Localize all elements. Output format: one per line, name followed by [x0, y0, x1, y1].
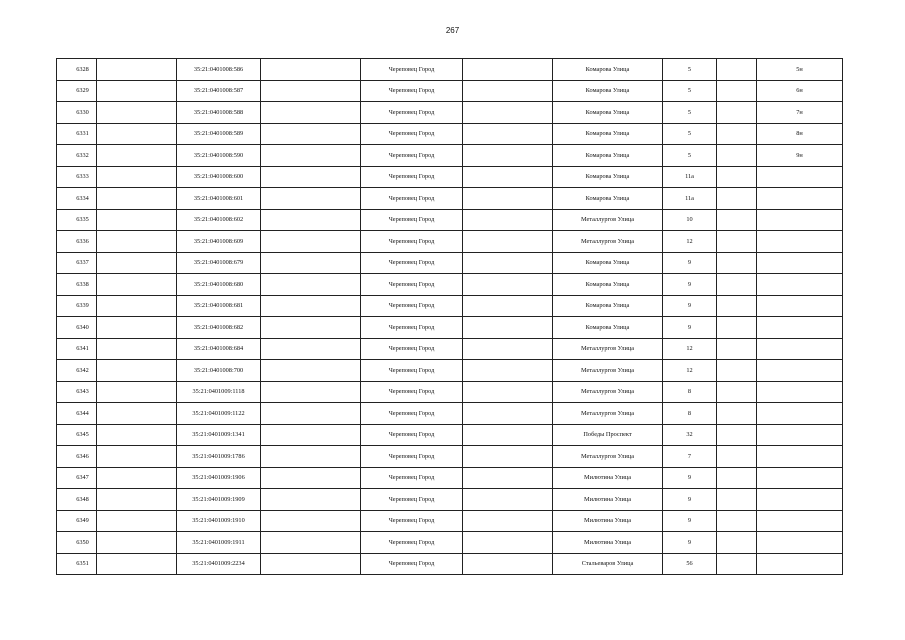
- premises-number-cell: [757, 424, 843, 446]
- table-row: [57, 553, 843, 575]
- empty-cell: [717, 102, 757, 124]
- street-cell: Комарова Улица: [553, 59, 663, 81]
- table-row: [57, 403, 843, 425]
- empty-cell: [463, 123, 553, 145]
- premises-number-cell: 9н: [757, 145, 843, 167]
- empty-cell: [717, 274, 757, 296]
- empty-cell: [97, 532, 177, 554]
- house-number-cell: 7: [663, 446, 717, 468]
- empty-cell: [463, 532, 553, 554]
- empty-cell: [261, 381, 361, 403]
- cadastral-number-cell: 35:21:0401008:588: [177, 102, 261, 124]
- city-cell: Череповец Город: [361, 381, 463, 403]
- street-cell: Комарова Улица: [553, 295, 663, 317]
- empty-cell: [717, 295, 757, 317]
- house-number-cell: 9: [663, 510, 717, 532]
- table-row: [57, 231, 843, 253]
- city-cell: Череповец Город: [361, 80, 463, 102]
- table-row: [57, 274, 843, 296]
- table-row: [57, 467, 843, 489]
- cadastral-number-cell: 35:21:0401009:1122: [177, 403, 261, 425]
- row-number-cell: 6342: [57, 360, 97, 382]
- empty-cell: [97, 295, 177, 317]
- row-number-cell: 6332: [57, 145, 97, 167]
- cadastral-number-cell: 35:21:0401008:601: [177, 188, 261, 210]
- empty-cell: [97, 381, 177, 403]
- empty-cell: [261, 80, 361, 102]
- empty-cell: [261, 317, 361, 339]
- empty-cell: [261, 424, 361, 446]
- empty-cell: [261, 467, 361, 489]
- house-number-cell: 12: [663, 360, 717, 382]
- row-number-cell: 6336: [57, 231, 97, 253]
- house-number-cell: 9: [663, 252, 717, 274]
- table-row: [57, 446, 843, 468]
- empty-cell: [261, 166, 361, 188]
- empty-cell: [97, 338, 177, 360]
- empty-cell: [717, 188, 757, 210]
- cadastral-number-cell: 35:21:0401009:1786: [177, 446, 261, 468]
- empty-cell: [463, 317, 553, 339]
- city-cell: Череповец Город: [361, 360, 463, 382]
- premises-number-cell: [757, 295, 843, 317]
- cadastral-number-cell: 35:21:0401008:680: [177, 274, 261, 296]
- empty-cell: [463, 166, 553, 188]
- empty-cell: [717, 317, 757, 339]
- empty-cell: [463, 80, 553, 102]
- empty-cell: [97, 360, 177, 382]
- table-row: [57, 360, 843, 382]
- row-number-cell: 6349: [57, 510, 97, 532]
- house-number-cell: 9: [663, 317, 717, 339]
- empty-cell: [717, 467, 757, 489]
- empty-cell: [717, 510, 757, 532]
- city-cell: Череповец Город: [361, 338, 463, 360]
- row-number-cell: 6328: [57, 59, 97, 81]
- house-number-cell: 11а: [663, 166, 717, 188]
- street-cell: Милютина Улица: [553, 510, 663, 532]
- house-number-cell: 5: [663, 123, 717, 145]
- premises-number-cell: 8н: [757, 123, 843, 145]
- cadastral-number-cell: 35:21:0401009:1910: [177, 510, 261, 532]
- empty-cell: [261, 553, 361, 575]
- house-number-cell: 9: [663, 467, 717, 489]
- empty-cell: [463, 553, 553, 575]
- row-number-cell: 6335: [57, 209, 97, 231]
- empty-cell: [463, 252, 553, 274]
- empty-cell: [97, 80, 177, 102]
- city-cell: Череповец Город: [361, 553, 463, 575]
- premises-number-cell: 5н: [757, 59, 843, 81]
- premises-number-cell: [757, 467, 843, 489]
- empty-cell: [261, 532, 361, 554]
- cadastral-number-cell: 35:21:0401009:1909: [177, 489, 261, 511]
- row-number-cell: 6338: [57, 274, 97, 296]
- street-cell: Победы Проспект: [553, 424, 663, 446]
- city-cell: Череповец Город: [361, 424, 463, 446]
- house-number-cell: 5: [663, 145, 717, 167]
- cadastral-number-cell: 35:21:0401008:586: [177, 59, 261, 81]
- street-cell: Комарова Улица: [553, 123, 663, 145]
- empty-cell: [717, 424, 757, 446]
- street-cell: Металлургов Улица: [553, 231, 663, 253]
- empty-cell: [717, 446, 757, 468]
- row-number-cell: 6331: [57, 123, 97, 145]
- empty-cell: [463, 360, 553, 382]
- table-row: [57, 102, 843, 124]
- premises-number-cell: [757, 317, 843, 339]
- row-number-cell: 6346: [57, 446, 97, 468]
- premises-number-cell: [757, 360, 843, 382]
- house-number-cell: 11а: [663, 188, 717, 210]
- empty-cell: [717, 252, 757, 274]
- house-number-cell: 12: [663, 231, 717, 253]
- house-number-cell: 9: [663, 489, 717, 511]
- row-number-cell: 6351: [57, 553, 97, 575]
- row-number-cell: 6330: [57, 102, 97, 124]
- house-number-cell: 9: [663, 295, 717, 317]
- empty-cell: [463, 446, 553, 468]
- empty-cell: [717, 80, 757, 102]
- city-cell: Череповец Город: [361, 231, 463, 253]
- cadastral-number-cell: 35:21:0401008:681: [177, 295, 261, 317]
- empty-cell: [97, 252, 177, 274]
- row-number-cell: 6341: [57, 338, 97, 360]
- empty-cell: [97, 166, 177, 188]
- street-cell: Комарова Улица: [553, 252, 663, 274]
- row-number-cell: 6343: [57, 381, 97, 403]
- empty-cell: [717, 553, 757, 575]
- empty-cell: [463, 274, 553, 296]
- empty-cell: [463, 59, 553, 81]
- empty-cell: [97, 59, 177, 81]
- house-number-cell: 5: [663, 59, 717, 81]
- premises-number-cell: [757, 403, 843, 425]
- city-cell: Череповец Город: [361, 59, 463, 81]
- empty-cell: [261, 102, 361, 124]
- empty-cell: [717, 381, 757, 403]
- street-cell: Комарова Улица: [553, 80, 663, 102]
- city-cell: Череповец Город: [361, 489, 463, 511]
- street-cell: Комарова Улица: [553, 188, 663, 210]
- row-number-cell: 6337: [57, 252, 97, 274]
- cadastral-number-cell: 35:21:0401008:589: [177, 123, 261, 145]
- empty-cell: [717, 59, 757, 81]
- empty-cell: [463, 381, 553, 403]
- table-row: [57, 188, 843, 210]
- empty-cell: [717, 166, 757, 188]
- city-cell: Череповец Город: [361, 403, 463, 425]
- table-row: [57, 424, 843, 446]
- street-cell: Металлургов Улица: [553, 338, 663, 360]
- premises-number-cell: [757, 231, 843, 253]
- empty-cell: [717, 403, 757, 425]
- table-row: [57, 209, 843, 231]
- empty-cell: [717, 123, 757, 145]
- table-row: [57, 145, 843, 167]
- house-number-cell: 8: [663, 403, 717, 425]
- city-cell: Череповец Город: [361, 188, 463, 210]
- house-number-cell: 12: [663, 338, 717, 360]
- page-number: 267: [445, 26, 460, 35]
- empty-cell: [463, 510, 553, 532]
- city-cell: Череповец Город: [361, 532, 463, 554]
- empty-cell: [97, 188, 177, 210]
- premises-number-cell: 7н: [757, 102, 843, 124]
- street-cell: Комарова Улица: [553, 317, 663, 339]
- empty-cell: [261, 360, 361, 382]
- city-cell: Череповец Город: [361, 166, 463, 188]
- premises-number-cell: [757, 188, 843, 210]
- street-cell: Металлургов Улица: [553, 209, 663, 231]
- premises-number-cell: [757, 274, 843, 296]
- city-cell: Череповец Город: [361, 317, 463, 339]
- empty-cell: [463, 188, 553, 210]
- premises-number-cell: [757, 252, 843, 274]
- row-number-cell: 6347: [57, 467, 97, 489]
- row-number-cell: 6344: [57, 403, 97, 425]
- empty-cell: [717, 145, 757, 167]
- empty-cell: [717, 360, 757, 382]
- cadastral-number-cell: 35:21:0401009:1911: [177, 532, 261, 554]
- cadastral-number-cell: 35:21:0401008:609: [177, 231, 261, 253]
- city-cell: Череповец Город: [361, 252, 463, 274]
- table-row: [57, 317, 843, 339]
- city-cell: Череповец Город: [361, 295, 463, 317]
- premises-number-cell: [757, 489, 843, 511]
- empty-cell: [717, 532, 757, 554]
- empty-cell: [261, 510, 361, 532]
- street-cell: Комарова Улица: [553, 166, 663, 188]
- premises-number-cell: [757, 338, 843, 360]
- table-row: [57, 532, 843, 554]
- empty-cell: [97, 209, 177, 231]
- empty-cell: [261, 489, 361, 511]
- cadastral-number-cell: 35:21:0401008:600: [177, 166, 261, 188]
- premises-number-cell: [757, 166, 843, 188]
- cadastral-number-cell: 35:21:0401008:700: [177, 360, 261, 382]
- empty-cell: [717, 209, 757, 231]
- premises-number-cell: [757, 532, 843, 554]
- city-cell: Череповец Город: [361, 467, 463, 489]
- empty-cell: [463, 209, 553, 231]
- house-number-cell: 32: [663, 424, 717, 446]
- empty-cell: [261, 446, 361, 468]
- row-number-cell: 6348: [57, 489, 97, 511]
- table-row: [57, 166, 843, 188]
- empty-cell: [261, 188, 361, 210]
- street-cell: Милютина Улица: [553, 467, 663, 489]
- premises-number-cell: 6н: [757, 80, 843, 102]
- row-number-cell: 6345: [57, 424, 97, 446]
- cadastral-number-cell: 35:21:0401008:590: [177, 145, 261, 167]
- house-number-cell: 9: [663, 274, 717, 296]
- empty-cell: [717, 338, 757, 360]
- empty-cell: [97, 467, 177, 489]
- row-number-cell: 6334: [57, 188, 97, 210]
- empty-cell: [463, 489, 553, 511]
- city-cell: Череповец Город: [361, 274, 463, 296]
- table-row: [57, 59, 843, 81]
- table-row: [57, 489, 843, 511]
- city-cell: Череповец Город: [361, 510, 463, 532]
- cadastral-number-cell: 35:21:0401009:1118: [177, 381, 261, 403]
- empty-cell: [261, 295, 361, 317]
- city-cell: Череповец Город: [361, 102, 463, 124]
- empty-cell: [97, 553, 177, 575]
- house-number-cell: 8: [663, 381, 717, 403]
- house-number-cell: 56: [663, 553, 717, 575]
- empty-cell: [463, 145, 553, 167]
- empty-cell: [261, 145, 361, 167]
- street-cell: Комарова Улица: [553, 102, 663, 124]
- city-cell: Череповец Город: [361, 209, 463, 231]
- empty-cell: [463, 231, 553, 253]
- house-number-cell: 9: [663, 532, 717, 554]
- street-cell: Стальеваров Улица: [553, 553, 663, 575]
- cadastral-number-cell: 35:21:0401008:587: [177, 80, 261, 102]
- cadastral-number-cell: 35:21:0401008:679: [177, 252, 261, 274]
- empty-cell: [97, 403, 177, 425]
- street-cell: Металлургов Улица: [553, 381, 663, 403]
- empty-cell: [261, 274, 361, 296]
- empty-cell: [97, 102, 177, 124]
- premises-number-cell: [757, 209, 843, 231]
- table-row: [57, 338, 843, 360]
- cadastral-number-cell: 35:21:0401008:682: [177, 317, 261, 339]
- premises-number-cell: [757, 510, 843, 532]
- empty-cell: [97, 510, 177, 532]
- empty-cell: [463, 424, 553, 446]
- house-number-cell: 5: [663, 80, 717, 102]
- city-cell: Череповец Город: [361, 145, 463, 167]
- street-cell: Комарова Улица: [553, 145, 663, 167]
- row-number-cell: 6329: [57, 80, 97, 102]
- row-number-cell: 6350: [57, 532, 97, 554]
- city-cell: Череповец Город: [361, 123, 463, 145]
- empty-cell: [97, 145, 177, 167]
- table-row: [57, 80, 843, 102]
- cadastral-number-cell: 35:21:0401008:684: [177, 338, 261, 360]
- empty-cell: [261, 209, 361, 231]
- cadastral-number-cell: 35:21:0401009:1341: [177, 424, 261, 446]
- house-number-cell: 10: [663, 209, 717, 231]
- empty-cell: [97, 231, 177, 253]
- row-number-cell: 6340: [57, 317, 97, 339]
- street-cell: Милютина Улица: [553, 532, 663, 554]
- street-cell: Металлургов Улица: [553, 446, 663, 468]
- premises-number-cell: [757, 446, 843, 468]
- empty-cell: [463, 295, 553, 317]
- premises-number-cell: [757, 381, 843, 403]
- street-cell: Металлургов Улица: [553, 403, 663, 425]
- registry-body: [57, 59, 843, 575]
- empty-cell: [717, 489, 757, 511]
- street-cell: Металлургов Улица: [553, 360, 663, 382]
- empty-cell: [97, 446, 177, 468]
- empty-cell: [261, 252, 361, 274]
- empty-cell: [97, 274, 177, 296]
- registry-table: [56, 58, 843, 575]
- empty-cell: [463, 338, 553, 360]
- empty-cell: [97, 489, 177, 511]
- empty-cell: [97, 317, 177, 339]
- empty-cell: [717, 231, 757, 253]
- empty-cell: [261, 231, 361, 253]
- cadastral-number-cell: 35:21:0401009:2234: [177, 553, 261, 575]
- empty-cell: [97, 424, 177, 446]
- premises-number-cell: [757, 553, 843, 575]
- empty-cell: [463, 403, 553, 425]
- row-number-cell: 6339: [57, 295, 97, 317]
- row-number-cell: 6333: [57, 166, 97, 188]
- empty-cell: [261, 59, 361, 81]
- city-cell: Череповец Город: [361, 446, 463, 468]
- table-row: [57, 510, 843, 532]
- empty-cell: [261, 123, 361, 145]
- empty-cell: [463, 102, 553, 124]
- street-cell: Комарова Улица: [553, 274, 663, 296]
- empty-cell: [463, 467, 553, 489]
- table-row: [57, 123, 843, 145]
- cadastral-number-cell: 35:21:0401008:602: [177, 209, 261, 231]
- table-row: [57, 295, 843, 317]
- house-number-cell: 5: [663, 102, 717, 124]
- cadastral-number-cell: 35:21:0401009:1906: [177, 467, 261, 489]
- table-row: [57, 381, 843, 403]
- street-cell: Милютина Улица: [553, 489, 663, 511]
- empty-cell: [261, 338, 361, 360]
- table-row: [57, 252, 843, 274]
- empty-cell: [261, 403, 361, 425]
- empty-cell: [97, 123, 177, 145]
